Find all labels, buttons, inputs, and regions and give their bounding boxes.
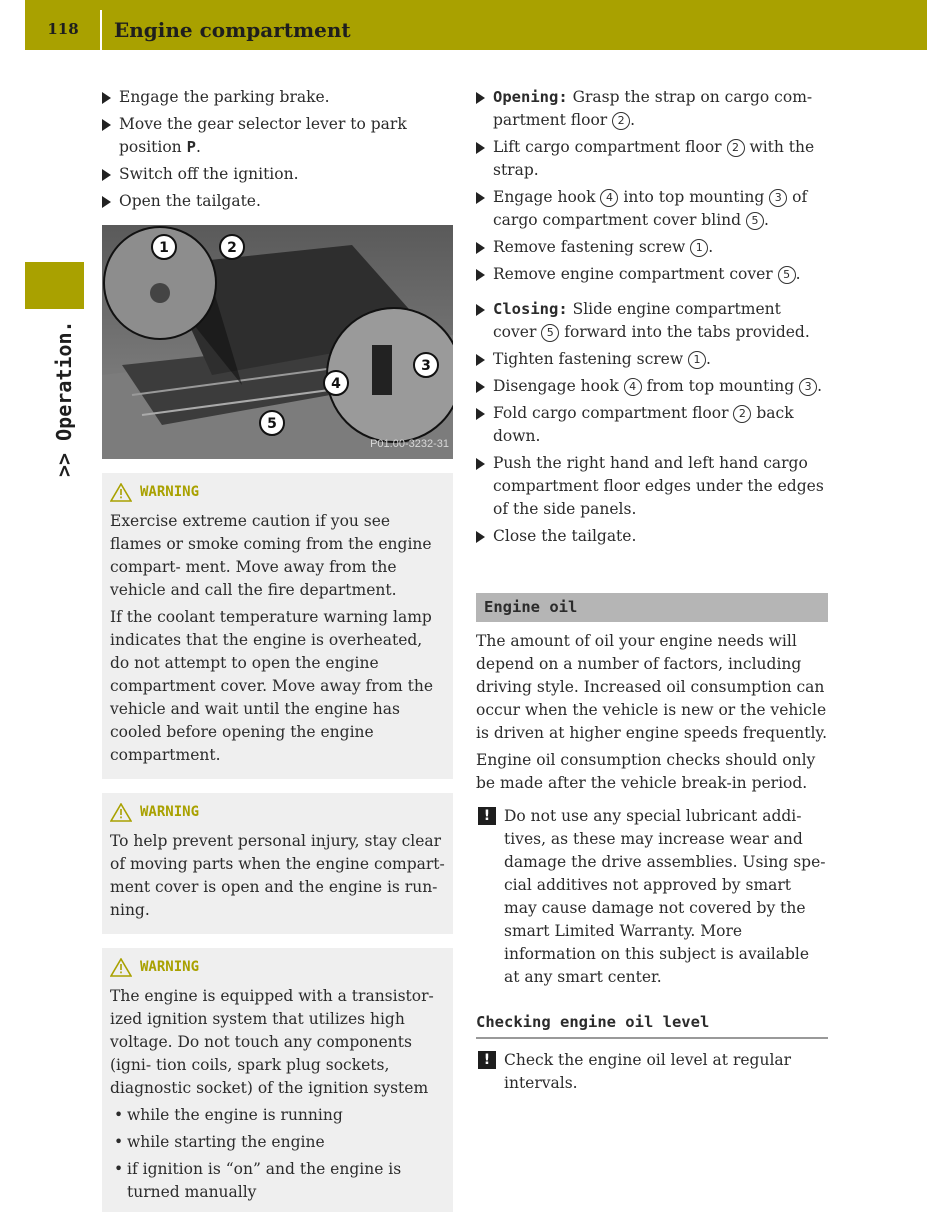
step-item: Close the tailgate. [476,525,828,548]
right-column [476,86,828,1095]
warning-triangle-icon [110,803,132,822]
engine-cover-figure [102,225,453,459]
side-tab-marker [25,262,84,309]
notice-block [476,1049,828,1095]
list-item: • if ignition is “on” and the engine is turned manually [110,1158,445,1204]
callout-number: 2 [727,139,745,157]
callout-number: 4 [624,378,642,396]
notice-text: Do not use any special lubricant addi- tives, as these may increase wear and damage the drive assemblies. Using spe- cial additives not approved by smart may cause damage not covered by the smart Limited Warranty. More information on this subject is available at any smart center. [504,807,826,986]
warning-title: WARNING [110,481,445,504]
page-title: Engine compartment [114,18,351,42]
step-item: Switch off the ignition. [102,163,453,186]
step-item: Tighten fastening screw 1 . [476,348,828,371]
warning-triangle-icon [110,483,132,502]
header-divider [100,10,102,50]
figure-callout: 3 [421,358,431,374]
warning-triangle-icon [110,958,132,977]
step-item: Closing: Slide engine compartment cover 5 forward into the tabs provided. [476,298,828,344]
figure-illustration [102,225,453,459]
figure-callout: 5 [267,416,277,432]
step-item: Fold cargo compartment floor 2 back down. [476,402,828,448]
step-item: Engage the parking brake. [102,86,453,109]
exclamation-icon: ! [478,1051,496,1069]
subheading-checking-oil: Checking engine oil level [476,1011,828,1039]
warning-text: To help prevent personal injury, stay clear of moving parts when the engine compart- ment cover is open and the engine is run- ning. [110,832,445,919]
step-item: Opening: Grasp the strap on cargo com- partment floor 2 . [476,86,828,132]
figure-callout: 1 [159,240,169,256]
callout-number: 5 [778,266,796,284]
exclamation-icon: ! [478,807,496,825]
notice-block [476,805,828,989]
callout-number: 4 [600,189,618,207]
warning-box [102,473,453,779]
warning-text: The engine is equipped with a transistor- ized ignition system that utilizes high voltage. Do not touch any components (igni- tion coils, spark plug sockets, diagnostic socket) of the ignition system [110,987,434,1097]
side-tab-label: >> Operation. [52,320,76,477]
callout-number: 2 [733,405,751,423]
page-number: 118 [47,20,79,38]
warning-box [102,948,453,1212]
notice-text: Check the engine oil level at regular intervals. [504,1051,792,1092]
list-item: • while starting the engine [110,1131,445,1154]
step-item: Disengage hook 4 from top mounting 3 . [476,375,828,398]
figure-callout: 2 [227,240,237,256]
section-heading-engine-oil: Engine oil [476,593,828,622]
step-item: Lift cargo compartment floor 2 with the strap. [476,136,828,182]
figure-code: P01.00-3232-31 [370,438,449,450]
warning-title: WARNING [110,956,445,979]
callout-number: 5 [746,212,764,230]
list-item: • while the engine is running [110,1104,445,1127]
step-item: Engage hook 4 into top mounting 3 of cargo compartment cover blind 5 . [476,186,828,232]
paragraph: Engine oil consumption checks should only be made after the vehicle break-in period. [476,751,816,792]
step-item: Open the tailgate. [102,190,453,213]
side-tab [52,322,92,482]
figure-callout: 4 [331,376,341,392]
callout-number: 2 [612,112,630,130]
callout-number: 1 [688,351,706,369]
callout-number: 1 [690,239,708,257]
callout-number: 3 [799,378,817,396]
warning-box [102,793,453,934]
step-item: Remove fastening screw 1 . [476,236,828,259]
warning-title: WARNING [110,801,445,824]
paragraph: The amount of oil your engine needs will depend on a number of factors, including driving style. Increased oil consumption can occur when the vehicle is new or the vehicle is driven at higher engine speeds frequently. [476,632,828,742]
warning-text: If the coolant temperature warning lamp indicates that the engine is overheated, do not attempt to open the engine compartment cover. Move away from the vehicle and wait until the engine has cooled before opening the engine compartment. [110,608,434,764]
warning-text: Exercise extreme caution if you see flames or smoke coming from the engine compart- ment. Move away from the vehicle and call the fire department. [110,512,432,599]
step-item: Remove engine compartment cover 5 . [476,263,828,286]
left-column [102,86,453,1212]
callout-number: 5 [541,324,559,342]
step-item: Push the right hand and left hand cargo compartment floor edges under the edges of the side panels. [476,452,828,521]
callout-number: 3 [769,189,787,207]
step-item: Move the gear selector lever to park position P. [102,113,453,159]
